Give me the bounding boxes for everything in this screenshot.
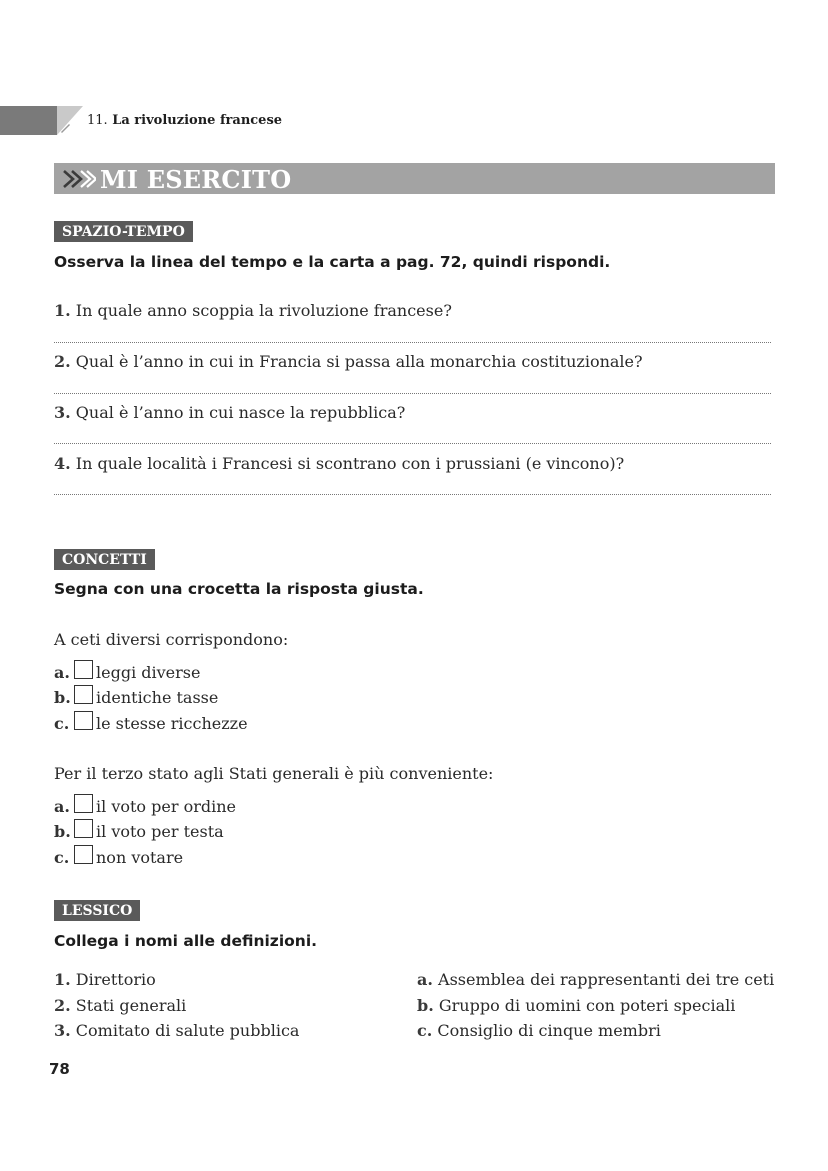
match-text: Assemblea dei rappresentanti dei tre ceti <box>438 970 775 989</box>
chapter-title: La rivoluzione francese <box>112 113 283 128</box>
instruction-lessico: Collega i nomi alle definizioni. <box>54 932 318 950</box>
mc-option-1b <box>54 686 218 708</box>
chapter-header <box>87 113 282 128</box>
mc-question-2-stem: Per il terzo stato agli Stati generali è più conveniente: <box>54 764 494 783</box>
instruction-spazio-tempo: Osserva la linea del tempo e la carta a pag. 72, quindi rispondi. <box>54 253 611 271</box>
option-letter: c. <box>54 713 70 733</box>
answer-line-3[interactable] <box>54 443 771 444</box>
match-name-3 <box>54 1021 299 1040</box>
checkbox[interactable] <box>74 845 93 864</box>
match-name-2 <box>54 996 186 1015</box>
option-text: il voto per ordine <box>96 796 236 816</box>
section-tag-concetti: CONCETTI <box>54 549 155 570</box>
match-letter: c. <box>417 1021 433 1040</box>
header-corner-decoration <box>57 106 83 135</box>
checkbox[interactable] <box>74 711 93 730</box>
header-gray-bar <box>0 106 57 135</box>
mc-option-2b <box>54 820 224 842</box>
page-number: 78 <box>49 1060 70 1078</box>
mc-option-2c <box>54 846 183 868</box>
match-letter: b. <box>417 996 434 1015</box>
question-2 <box>54 352 643 371</box>
option-text: leggi diverse <box>96 662 201 682</box>
match-definition-c <box>417 1021 661 1040</box>
question-3 <box>54 403 405 422</box>
option-text: non votare <box>96 847 184 867</box>
question-text: In quale località i Francesi si scontrano con i prussiani (e vincono)? <box>75 454 625 473</box>
section-tag-spazio-tempo: SPAZIO-TEMPO <box>54 221 193 242</box>
question-text: Qual è l’anno in cui nasce la repubblica? <box>75 403 406 422</box>
match-number: 3. <box>54 1021 71 1040</box>
answer-line-4[interactable] <box>54 494 771 495</box>
match-text: Gruppo di uomini con poteri speciali <box>438 996 736 1015</box>
match-text: Comitato di salute pubblica <box>75 1021 300 1040</box>
question-4 <box>54 454 624 473</box>
option-letter: b. <box>54 687 71 707</box>
match-name-1 <box>54 970 156 989</box>
checkbox[interactable] <box>74 660 93 679</box>
checkbox[interactable] <box>74 819 93 838</box>
match-definition-a <box>417 970 774 989</box>
question-number: 3. <box>54 403 71 422</box>
match-definition-b <box>417 996 735 1015</box>
chapter-number: 11. <box>87 113 108 128</box>
mc-option-1a <box>54 661 200 683</box>
instruction-concetti: Segna con una crocetta la risposta giusta. <box>54 580 424 598</box>
option-letter: c. <box>54 847 70 867</box>
question-number: 2. <box>54 352 71 371</box>
question-1 <box>54 301 452 320</box>
option-letter: a. <box>54 662 70 682</box>
banner-title: MI ESERCITO <box>100 165 292 194</box>
option-letter: b. <box>54 821 71 841</box>
section-tag-lessico: LESSICO <box>54 900 140 921</box>
mc-option-1c <box>54 712 248 734</box>
question-text: Qual è l’anno in cui in Francia si passa alla monarchia costituzionale? <box>75 352 643 371</box>
option-text: le stesse ricchezze <box>96 713 248 733</box>
question-text: In quale anno scoppia la rivoluzione francese? <box>75 301 452 320</box>
match-letter: a. <box>417 970 433 989</box>
question-number: 4. <box>54 454 71 473</box>
option-letter: a. <box>54 796 70 816</box>
match-text: Consiglio di cinque membri <box>437 1021 661 1040</box>
mc-question-1-stem: A ceti diversi corrispondono: <box>54 630 289 649</box>
match-text: Direttorio <box>75 970 156 989</box>
match-text: Stati generali <box>75 996 187 1015</box>
match-number: 2. <box>54 996 71 1015</box>
answer-line-2[interactable] <box>54 393 771 394</box>
option-text: il voto per testa <box>96 821 224 841</box>
mc-option-2a <box>54 795 236 817</box>
answer-line-1[interactable] <box>54 342 771 343</box>
exercise-banner <box>54 163 775 194</box>
checkbox[interactable] <box>74 685 93 704</box>
checkbox[interactable] <box>74 794 93 813</box>
match-number: 1. <box>54 970 71 989</box>
question-number: 1. <box>54 301 71 320</box>
option-text: identiche tasse <box>96 687 219 707</box>
double-chevron-right-icon <box>62 169 96 189</box>
